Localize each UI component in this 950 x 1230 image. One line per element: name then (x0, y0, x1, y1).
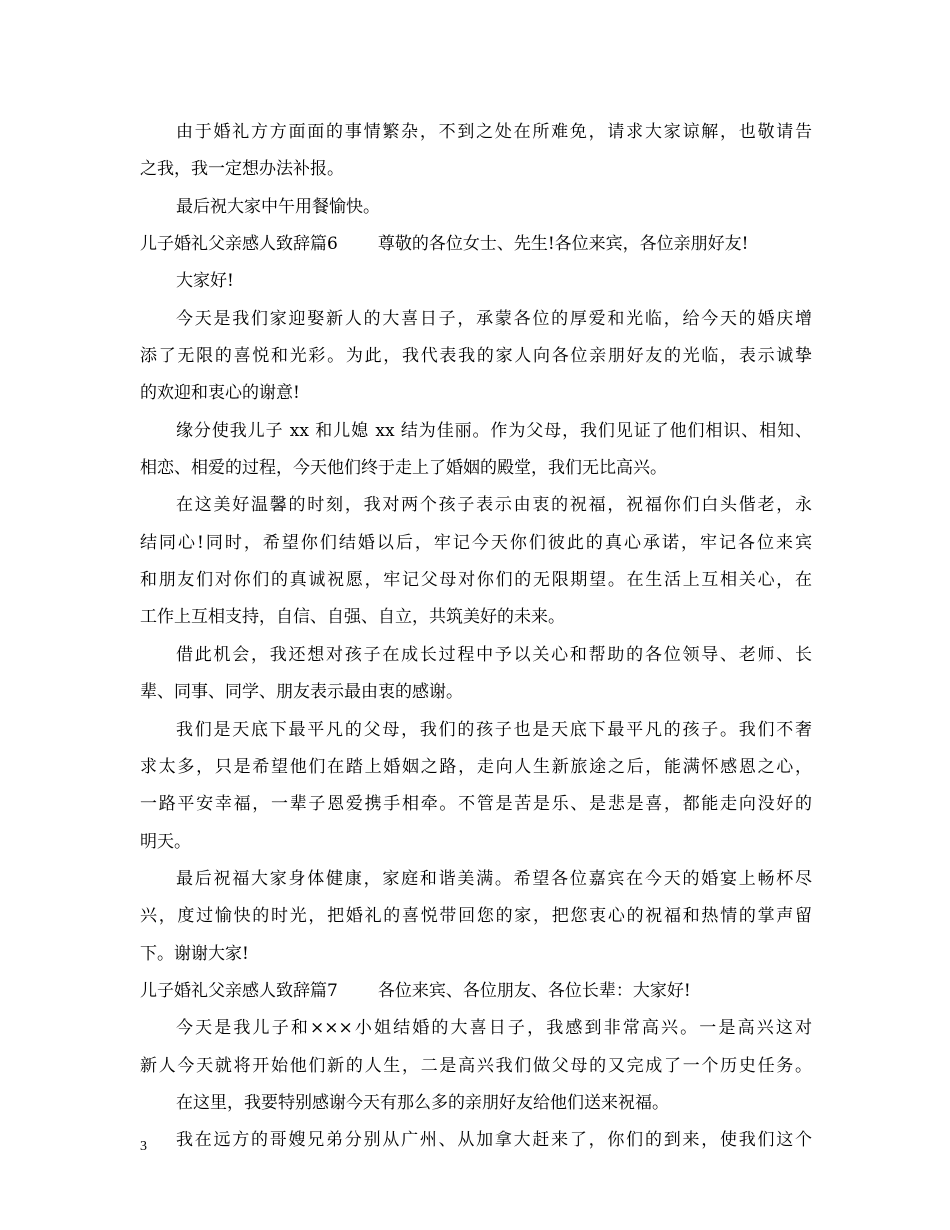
paragraph-line: 明天。 (140, 831, 191, 852)
page-number: 3 (140, 1139, 147, 1154)
paragraph-line: 我在远方的哥嫂兄弟分别从广州、从加拿大赶来了，你们的到来，使我们这个 (176, 1130, 812, 1151)
document-body (140, 114, 812, 1160)
paragraph-line: 求太多，只是希望他们在踏上婚姻之路，走向人生新旅途之后，能满怀感恩之心， (140, 756, 812, 777)
paragraph-line: 在这美好温馨的时刻，我对两个孩子表示由衷的祝福，祝福你们白头偕老，永 (176, 495, 812, 516)
paragraph-line: 由于婚礼方方面面的事情繁杂，不到之处在所难免，请求大家谅解，也敬请告 (176, 122, 812, 142)
paragraph-line: 添了无限的喜悦和光彩。为此，我代表我的家人向各位亲朋好友的光临，表示诚挚 (140, 346, 812, 367)
section-title: 儿子婚礼父亲感人致辞篇7 (140, 980, 338, 1001)
paragraph-line: 和朋友们对你们的真诚祝愿，牢记父母对你们的无限期望。在生活上互相关心，在 (140, 570, 812, 591)
paragraph-line: 下。谢谢大家! (140, 943, 249, 964)
section-heading-line (140, 226, 812, 263)
section-title: 儿子婚礼父亲感人致辞篇6 (140, 234, 338, 255)
paragraph-line: 今天是我儿子和×××小姐结婚的大喜日子，我感到非常高兴。一是高兴这对 (176, 1018, 812, 1039)
paragraph-line: 在这里，我要特别感谢今天有那么多的亲朋好友给他们送来祝福。 (176, 1092, 669, 1113)
paragraph-line: 最后祝大家中午用餐愉快。 (176, 196, 380, 217)
paragraph-line: 大家好! (176, 271, 234, 292)
paragraph-line: 新人今天就将开始他们新的人生，二是高兴我们做父母的又完成了一个历史任务。 (140, 1055, 812, 1076)
paragraph-line: 最后祝福大家身体健康，家庭和谐美满。希望各位嘉宾在今天的婚宴上畅杯尽 (176, 868, 812, 889)
paragraph-line: 今天是我们家迎娶新人的大喜日子，承蒙各位的厚爱和光临，给今天的婚庆增 (176, 308, 812, 329)
paragraph-line: 的欢迎和衷心的谢意! (140, 383, 300, 404)
paragraph-line: 一路平安幸福，一辈子恩爱携手相牵。不管是苦是乐、是悲是喜，都能走向没好的 (140, 794, 812, 815)
paragraph-line: 相恋、相爱的过程，今天他们终于走上了婚姻的殿堂，我们无比高兴。 (140, 458, 667, 479)
paragraph-line: 之我，我一定想办法补报。 (140, 159, 344, 180)
paragraph-line: 缘分使我儿子 xx 和儿媳 xx 结为佳丽。作为父母，我们见证了他们相识、相知、 (176, 420, 812, 441)
section-heading-line (140, 973, 812, 1010)
salutation: 尊敬的各位女士、先生!各位来宾，各位亲朋好友! (377, 234, 749, 255)
paragraph-line: 辈、同事、同学、朋友表示最由衷的感谢。 (140, 682, 463, 703)
salutation: 各位来宾、各位朋友、各位长辈：大家好! (377, 980, 691, 1001)
paragraph-line: 工作上互相支持，自信、自强、自立，共筑美好的未来。 (140, 607, 565, 628)
paragraph-line: 我们是天底下最平凡的父母，我们的孩子也是天底下最平凡的孩子。我们不奢 (176, 719, 812, 740)
paragraph-line: 借此机会，我还想对孩子在成长过程中予以关心和帮助的各位领导、老师、长 (176, 644, 812, 665)
paragraph-line: 兴，度过愉快的时光，把婚礼的喜悦带回您的家，把您衷心的祝福和热情的掌声留 (140, 906, 812, 927)
paragraph-line: 结同心!同时，希望你们结婚以后，牢记今天你们彼此的真心承诺，牢记各位来宾 (140, 532, 812, 553)
